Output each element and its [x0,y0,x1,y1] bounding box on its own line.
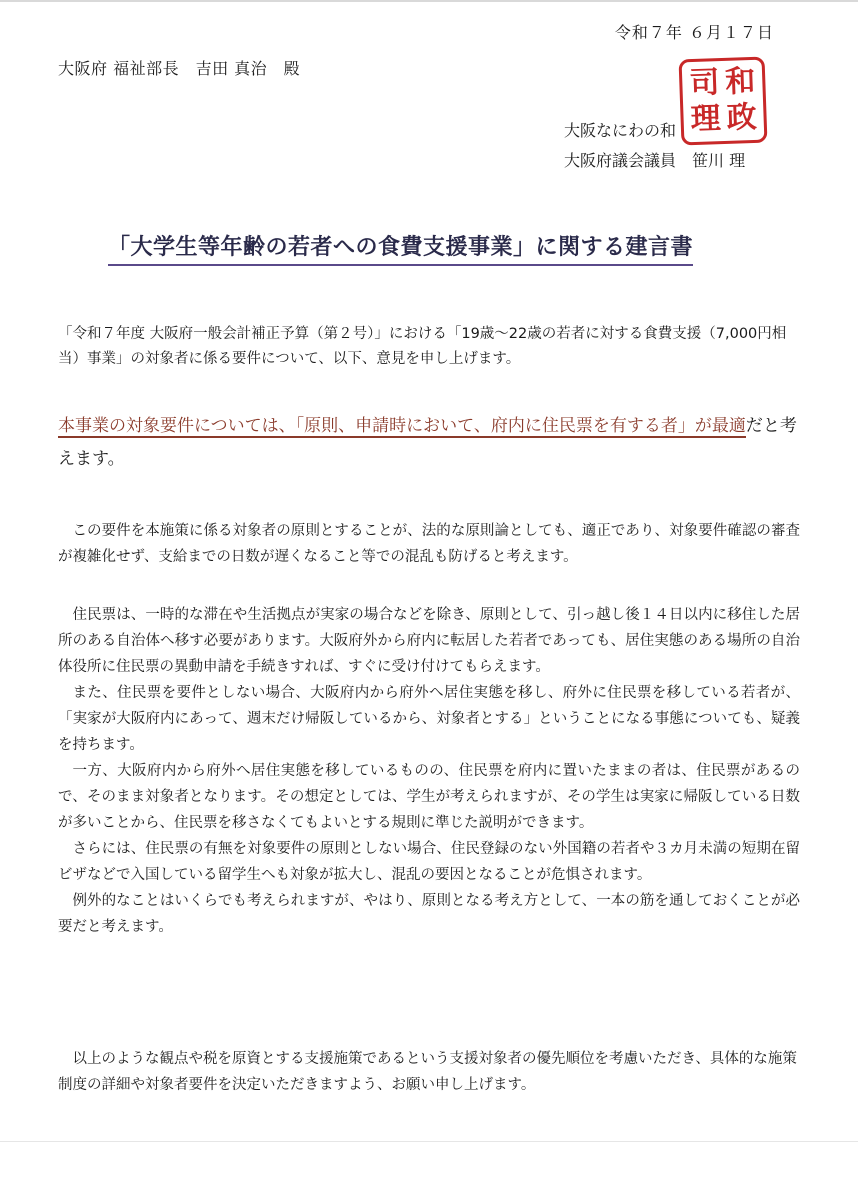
sender-organization: 大阪なにわの和 [564,121,677,140]
key-recommendation [58,410,798,476]
seal-char: 政 [725,99,758,136]
document-date: 令和７年 ６月１７日 [614,23,774,42]
paragraph-4: 一方、大阪府内から府外へ居住実態を移しているものの、住民票を府内に置いたままの者は、住民票があるので、そのまま対象者となります。その想定としては、学生が考えられますが、その学生は実家に帰阪している日数が多いことから、住民票を移さなくてもよいとする規則に準じた説明ができます。 [58,763,800,831]
seal-char: 司 [688,65,720,102]
closing-section [58,1046,800,1098]
paragraph-3: また、住民票を要件としない場合、大阪府内から府外へ居住実態を移し、府外に住民票を移している若者が、「実家が大阪府内にあって、週末だけ帰阪しているから、対象者とする」ということになる事態についても、疑義を持ちます。 [58,685,800,753]
recipient-line: 大阪府 福祉部長 吉田 真治 殿 [58,59,301,78]
document-title: 「大学生等年齢の若者への食費支援事業」に関する建言書 [108,230,693,266]
paragraph-1: この要件を本施策に係る対象者の原則とすることが、法的な原則論としても、適正であり、対象要件確認の審査が複雑化せず、支給までの日数が遅くなること等での混乱も防げると考えます。 [58,523,800,565]
paragraph-6: 例外的なことはいくらでも考えられますが、やはり、原則となる考え方として、一本の筋を通しておくことが必要だと考えます。 [58,893,800,935]
closing-paragraph: 以上のような観点や税を原資とする支援施策であるという支援対象者の優先順位を考慮いただき、具体的な施策制度の詳細や対象者要件を決定いただきますよう、お願い申し上げます。 [58,1051,797,1093]
sender-block [564,116,745,176]
seal-char: 理 [690,101,722,138]
intro-paragraph [58,322,798,372]
intro-text: 「令和７年度 大阪府一般会計補正予算（第２号）」における「19歳～22歳の若者に対する食費支援（7,000円相当）事業」の対象者に係る要件について、以下、意見を申し上げます。 [58,326,787,367]
paragraph-2: 住民票は、一時的な滞在や生活拠点が実家の場合などを除き、原則として、引っ越し後１４日以内に移住した居所のある自治体へ移す必要があります。大阪府外から府内に転居した若者であっても、居住実態のある場所の自治体役所に住民票の異動申請を手続きすれば、すぐに受け付けてもらえます。 [58,607,800,675]
sender-name: 大阪府議会議員 笹川 理 [564,151,746,170]
recommendation-tail: だと考えます。 [58,416,797,469]
recommendation-emphasis: 本事業の対象要件については、「原則、申請時において、府内に住民票を有する者」が最適 [58,416,746,436]
bottom-bar [0,1141,858,1200]
top-border [0,0,858,2]
body-section [58,518,800,940]
seal-char: 和 [724,63,756,100]
paragraph-5: さらには、住民票の有無を対象要件の原則としない場合、住民登録のない外国籍の若者や３カ月未満の短期在留ビザなどで入国している留学生へも対象が拡大し、混乱の要因となることが危惧されます。 [58,841,800,883]
